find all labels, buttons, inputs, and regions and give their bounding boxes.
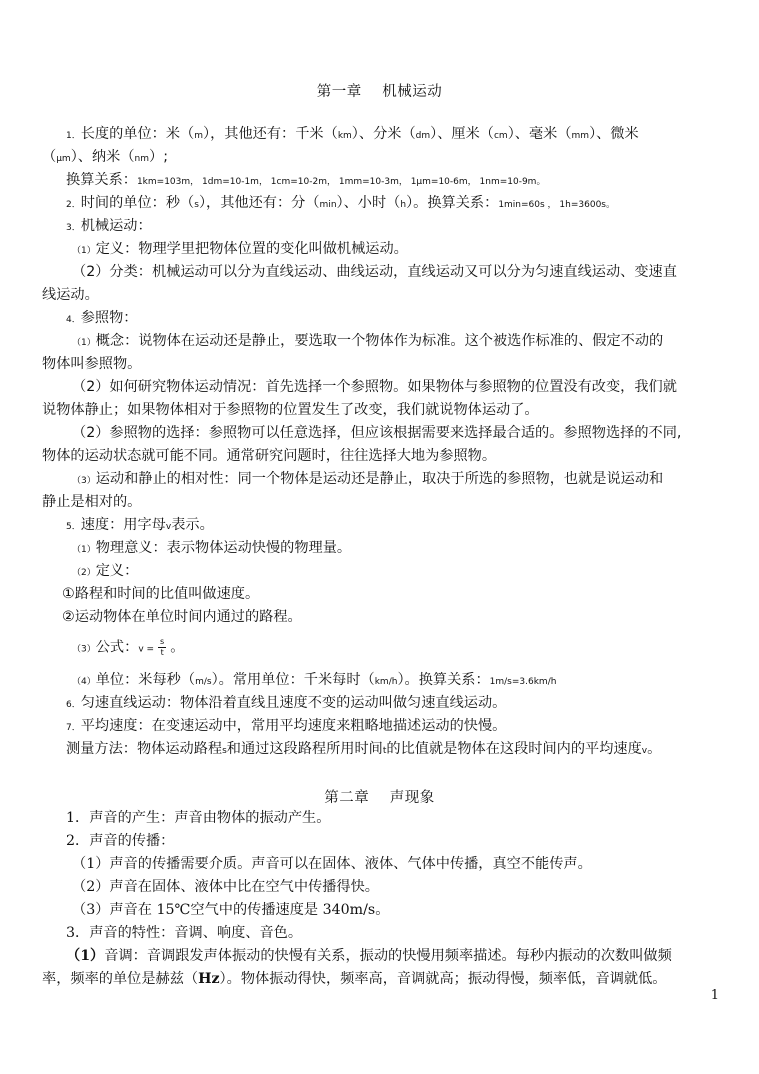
paragraph-length-conversion: 换算关系：1km=103m， 1dm=10-1m， 1cm=10-2m， 1mm=10-3m， 1μm=10-6m， 1nm=10-9m。 <box>66 172 546 188</box>
page-number: 1 <box>710 988 719 1003</box>
paragraph-sound-production: 1．声音的产生：声音由物体的振动产生。 <box>66 810 331 826</box>
paragraph-speed-def-2: ②运动物体在单位时间内通过的路程。 <box>62 609 302 625</box>
paragraph-propagation-medium: （1）声音的传播需要介质。声音可以在固体、液体、气体中传播，真空不能传声。 <box>72 856 592 872</box>
paragraph-speed-definition: （2）定义： <box>72 563 139 579</box>
paragraph-reference-study-cont: 说物体静止；如果物体相对于参照物的位置发生了改变，我们就说物体运动了。 <box>42 402 539 418</box>
paragraph-reference-concept: （1）概念：说物体在运动还是静止，要选取一个物体作为标准。这个被选作标准的、假定不动的 <box>72 333 664 349</box>
paragraph-sound-characteristics: 3．声音的特性：音调、响度、音色。 <box>66 925 303 941</box>
paragraph-mechanical-motion: 3．机械运动： <box>66 218 152 234</box>
paragraph-propagation-speed-compare: （2）声音在固体、液体中比在空气中传播得快。 <box>72 879 379 895</box>
paragraph-pitch: （1）音调：音调跟发声体振动的快慢有关系，振动的快慢用频率描述。每秒内振动的次数叫做频 <box>66 948 672 964</box>
chapter-2-title: 第二章 声现象 <box>324 790 435 806</box>
paragraph-average-speed: 7．平均速度：在变速运动中，常用平均速度来粗略地描述运动的快慢。 <box>66 718 507 734</box>
paragraph-motion-definition: （1）定义：物理学里把物体位置的变化叫做机械运动。 <box>72 241 408 257</box>
paragraph-reference-study: （2）如何研究物体运动情况：首先选择一个参照物。如果物体与参照物的位置没有改变，我们就 <box>72 379 677 395</box>
paragraph-speed: 5．速度：用字母v表示。 <box>66 517 214 533</box>
paragraph-speed-def-1: ①路程和时间的比值叫做速度。 <box>62 586 260 602</box>
paragraph-pitch-cont: 率，频率的单位是赫兹（Hz）。物体振动得快，频率高，音调就高；振动得慢，频率低，音调就低。 <box>42 971 667 987</box>
paragraph-relativity-cont: 静止是相对的。 <box>42 494 142 510</box>
paragraph-speed-meaning: （1）物理意义：表示物体运动快慢的物理量。 <box>72 540 352 556</box>
paragraph-reference-concept-cont: 物体叫参照物。 <box>42 356 142 372</box>
paragraph-motion-classification: （2）分类：机械运动可以分为直线运动、曲线运动，直线运动又可以分为匀速直线运动、变速直 <box>72 264 677 280</box>
paragraph-speed-formula: （3）公式：v = $\frac{s}{t}$ 。 <box>72 637 185 657</box>
paragraph-sound-speed-air: （3）声音在 15℃空气中的传播速度是 340m/s。 <box>72 902 390 918</box>
paragraph-sound-propagation: 2．声音的传播： <box>66 833 175 849</box>
chapter-1-title: 第一章 机械运动 <box>316 84 443 100</box>
paragraph-length-units: 1．长度的单位：米（m），其他还有：千米（km）、分米（dm）、厘米（cm）、毫米（mm）、微米 <box>66 126 639 142</box>
paragraph-motion-classification-cont: 线运动。 <box>42 287 99 303</box>
paragraph-reference-frame: 4．参照物： <box>66 310 138 326</box>
paragraph-measurement-method: 测量方法：物体运动路程s和通过这段路程所用时间t的比值就是物体在这段时间内的平均速度v。 <box>66 741 662 757</box>
formula-fraction: $\frac{s}{t}$ <box>160 637 165 657</box>
paragraph-relativity: （3）运动和静止的相对性：同一个物体是运动还是静止，取决于所选的参照物，也就是说运动和 <box>72 471 664 487</box>
paragraph-time-units: 2．时间的单位：秒（s），其他还有：分（min）、小时（h）。换算关系：1min=60s ， 1h=3600s。 <box>66 195 615 211</box>
paragraph-length-units-cont: （μm）、纳米（nm）; <box>42 149 168 165</box>
paragraph-reference-selection: （2）参照物的选择：参照物可以任意选择，但应该根据需要来选择最合适的。参照物选择的不同, <box>72 425 682 441</box>
paragraph-speed-units: （4）单位：米每秒（m/s）。常用单位：千米每时（km/h）。换算关系：1m/s=3.6km/h <box>72 672 557 688</box>
paragraph-uniform-motion: 6．匀速直线运动：物体沿着直线且速度不变的运动叫做匀速直线运动。 <box>66 695 507 711</box>
paragraph-reference-selection-cont: 物体的运动状态就可能不同。通常研究问题时，往往选择大地为参照物。 <box>42 448 497 464</box>
